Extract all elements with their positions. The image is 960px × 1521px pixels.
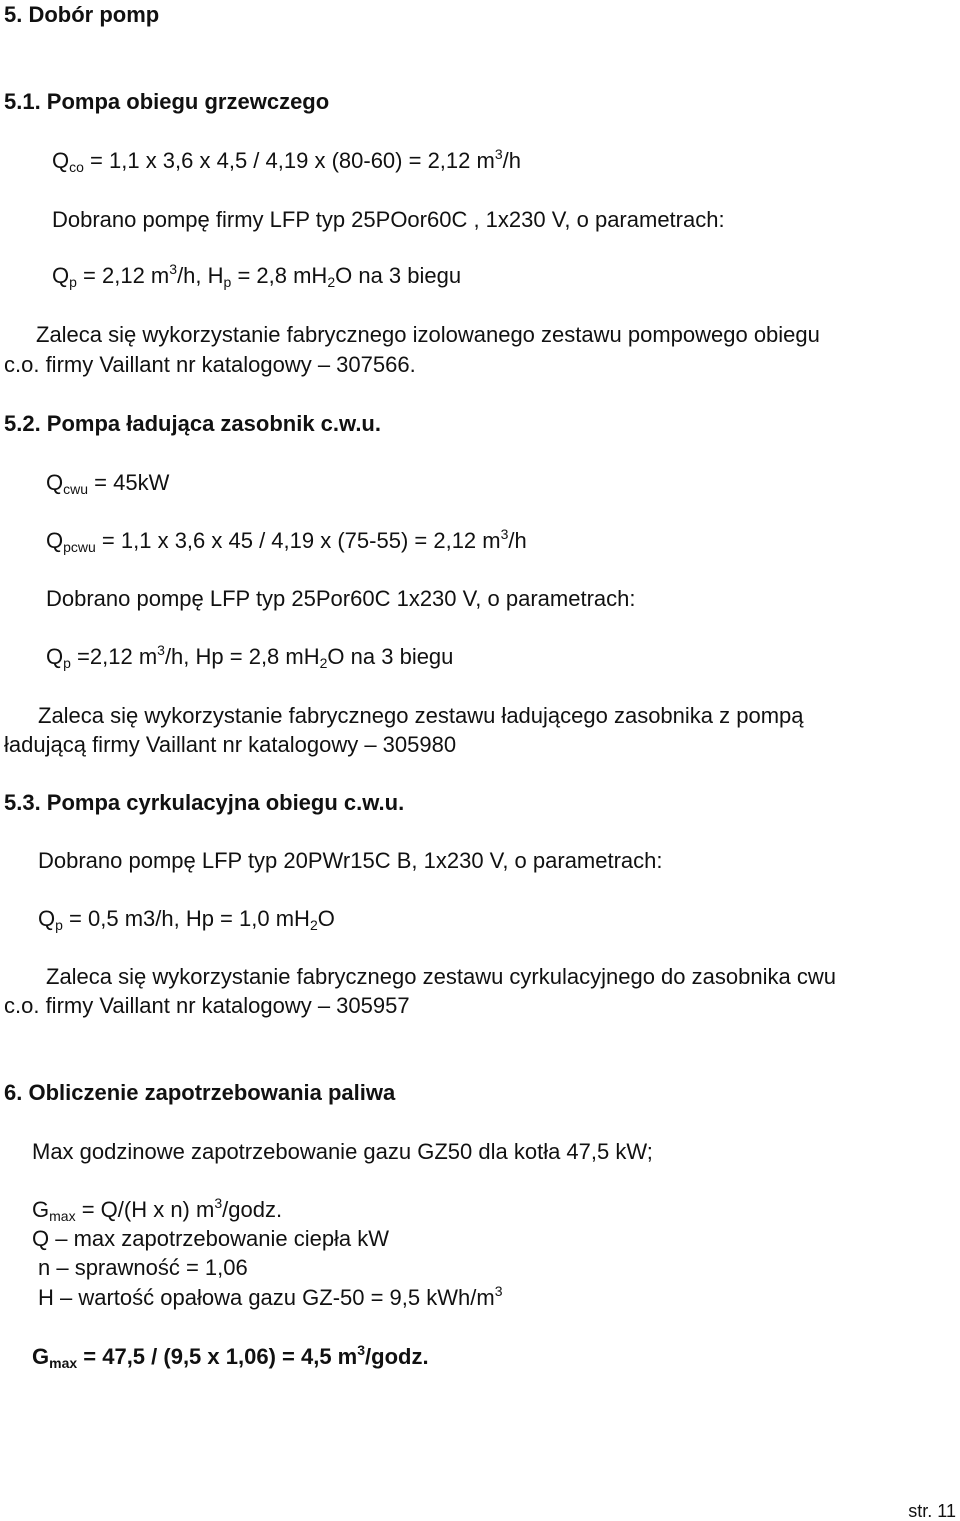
definition-n: n – sprawność = 1,06 <box>38 1255 248 1280</box>
recommendation-line-2: c.o. firmy Vaillant nr katalogowy – 305957 <box>4 993 410 1018</box>
pump-selection-text: Dobrano pompę firmy LFP typ 25POor60C , 1x230 V, o parametrach: <box>52 207 725 232</box>
formula-q-pcwu: $Q_{pcwu} = 1,1$ x 3,6 x 45 / 4,19 x (75-55) = 2,12 $m^3/h$ <box>46 526 527 555</box>
section-6-heading: 6. Obliczenie zapotrzebowania paliwa <box>4 1080 396 1105</box>
section-5-3-heading: 5.3. Pompa cyrkulacyjna obiegu c.w.u. <box>4 790 405 815</box>
pump-parameters: $Q_p =2,12$ $m^3/h$, Hp = 2,8 $mH_2O$ na 3 biegu <box>46 642 454 671</box>
formula-q-co: $Q_{co} = 1,1$ x 3,6 x 4,5 / 4,19 x (80-60) = 2,12 $m^3/h$ <box>52 146 521 175</box>
definition-q: Q – max zapotrzebowanie ciepła kW <box>32 1226 390 1251</box>
recommendation-line-1: Zaleca się wykorzystanie fabrycznego zestawu ładującego zasobnika z pompą <box>38 703 804 728</box>
recommendation-line-1: Zaleca się wykorzystanie fabrycznego izolowanego zestawu pompowego obiegu <box>36 322 820 347</box>
section-5-2-heading: 5.2. Pompa ładująca zasobnik c.w.u. <box>4 411 381 436</box>
pump-parameters: $Q_p = 0,5$ m3/h, Hp = 1,0 $mH_2O$ <box>38 906 335 933</box>
formula-g-max: $G_{max} = Q/(H$ x n) $m^3$/godz. <box>32 1195 283 1224</box>
section-5-1-heading: 5.1. Pompa obiegu grzewczego <box>4 89 330 114</box>
pump-selection-text: Dobrano pompę LFP typ 20PWr15C B, 1x230 V, o parametrach: <box>38 848 663 873</box>
formula-q-cwu: $Q_{cwu} = 45kW$ <box>46 470 170 497</box>
pump-selection-text: Dobrano pompę LFP typ 25Por60C 1x230 V, o parametrach: <box>46 586 636 611</box>
recommendation-line-1: Zaleca się wykorzystanie fabrycznego zestawu cyrkulacyjnego do zasobnika cwu <box>46 964 836 989</box>
result-g-max: $G_{max} = 47,5 / (9,5$ x 1,06) = 4,5 $m^3$/godz. <box>32 1342 429 1371</box>
page-number: str. 11 <box>908 1501 956 1521</box>
definition-h: H – wartość opałowa gazu GZ-50 = 9,5 kWh/$m^3$ <box>38 1283 503 1310</box>
max-gas-demand-text: Max godzinowe zapotrzebowanie gazu GZ50 dla kotła 47,5 kW; <box>32 1139 653 1164</box>
recommendation-line-2: ładującą firmy Vaillant nr katalogowy – 305980 <box>4 732 457 757</box>
section-5-heading: 5. Dobór pomp <box>4 2 160 27</box>
recommendation-line-2: c.o. firmy Vaillant nr katalogowy – 307566. <box>4 352 416 377</box>
pump-parameters: $Q_p = 2,12$ $m^3/h$, $H_p = 2,8$ $mH_2O$ na 3 biegu <box>52 261 462 290</box>
